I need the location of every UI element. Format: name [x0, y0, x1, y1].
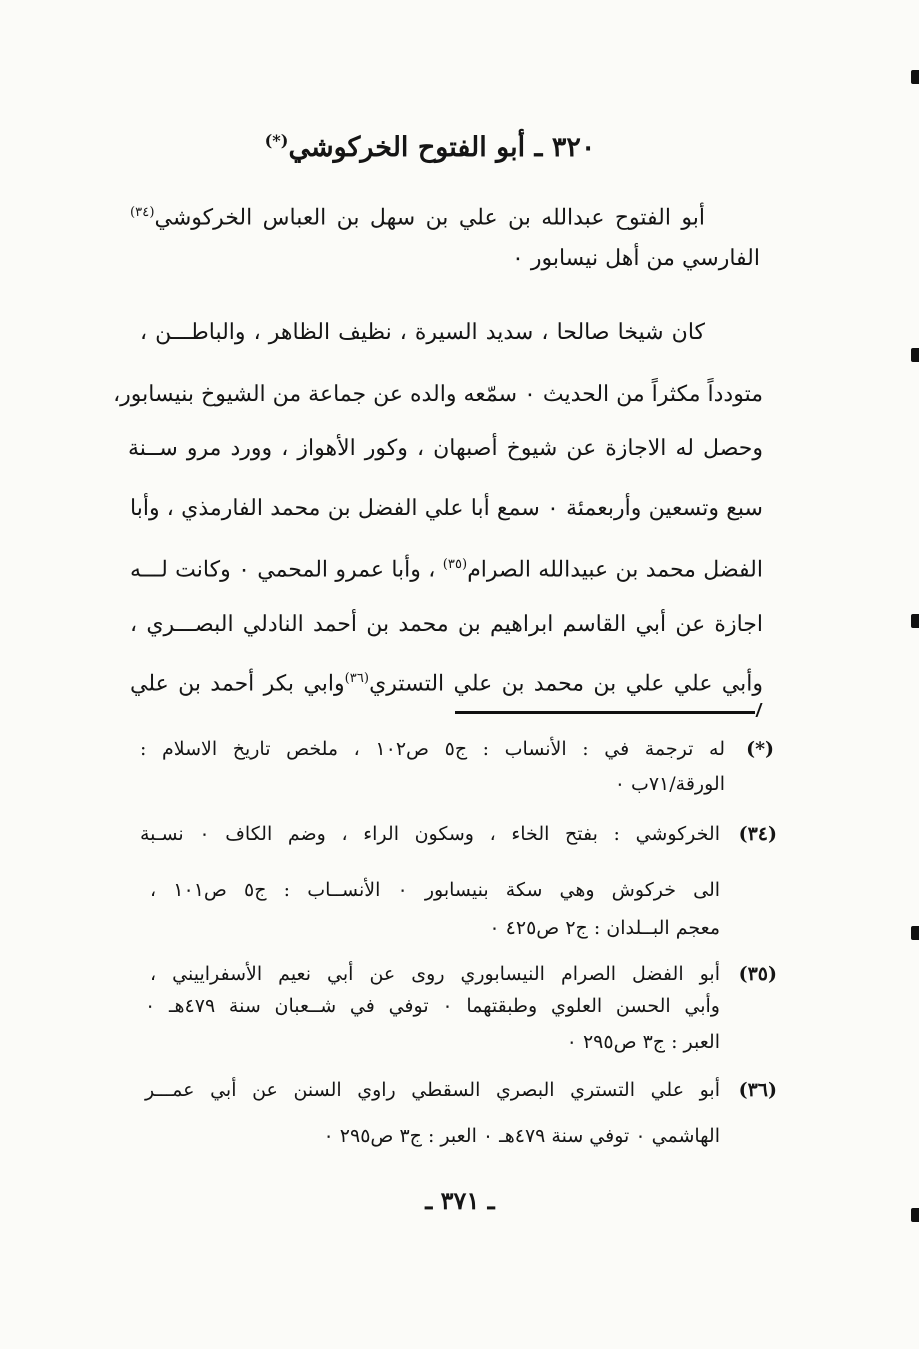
body-line: وأبي علي علي بن محمد بن علي التستري$^{(٣٦)}$وابي بكر أحمد بن علي: [130, 671, 763, 697]
body-line: متودداً مكثراً من الحديث ٠ سمّعه والده عن جماعة من الشيوخ بنيسابور،: [113, 382, 763, 407]
footnote-line: الخركوشي : بفتح الخاء ، وسكون الراء ، وضم الكاف ٠ نسـبة: [140, 823, 720, 845]
footnote-ref-35: (٣٥): [442, 557, 468, 572]
body-line: كان شيخا صالحا ، سديد السيرة ، نظيف الظاهر ، والباطـــن ،: [140, 320, 705, 345]
footnote-line: وأبي الحسن العلوي وطبقتهما ٠ توفي في شــعبان سنة ٤٧٩هـ ٠: [145, 995, 720, 1017]
footnote-line: له ترجمة في : الأنساب : ج٥ ص١٠٢ ، ملخص تاريخ الاسلام :: [140, 738, 725, 760]
entry-title: [200, 128, 660, 168]
entry-name: أبو الفتوح الخركوشي: [288, 132, 526, 163]
scan-edge-mark: [911, 926, 919, 940]
footnote-line: أبو علي التستري البصري السقطي راوي السنن عن أبي عمـــر: [145, 1079, 720, 1101]
scan-edge-mark: [911, 614, 919, 628]
footnote-number: (*): [746, 738, 774, 760]
footnote-separator-tick: [745, 703, 762, 717]
title-note-ref: (*): [264, 131, 289, 150]
footnote-separator: [455, 711, 755, 714]
footnote-number: (٣٦): [738, 1079, 777, 1101]
entry-number: ٣٢٠: [551, 132, 596, 163]
intro-line-2: الفارسي من أهل نيسابور ٠: [512, 246, 760, 271]
scan-edge-mark: [911, 348, 919, 362]
intro-line-1: أبو الفتوح عبدالله بن علي بن سهل بن العباس الخركوشي$^{(٣٤)}$: [130, 205, 705, 231]
footnote-number: (٣٤): [738, 823, 777, 845]
footnote-line: الى خركوش وهي سكة بنيسابور ٠ الأنســاب : ج٥ ص١٠١ ،: [150, 879, 721, 901]
footnote-line: الهاشمي ٠ توفي سنة ٤٧٩هـ ٠ العبر : ج٣ ص٢٩٥ ٠: [323, 1125, 720, 1147]
footnote-ref-34: (٣٤): [130, 205, 155, 220]
page-number: ـ ٣٧١ ـ: [425, 1186, 495, 1215]
footnote-ref-36: (٣٦): [344, 671, 370, 686]
footnote-line: معجم البــلدان : ج٢ ص٤٢٥ ٠: [489, 917, 720, 939]
footnote-line: أبو الفضل الصرام النيسابوري روى عن أبي نعيم الأسفراييني ،: [150, 963, 720, 985]
scan-edge-mark: [911, 1208, 919, 1222]
footnote-number: (٣٥): [738, 963, 777, 985]
title-dash: ـ: [534, 132, 543, 163]
scan-edge-mark: [911, 70, 919, 84]
footnote-line: الورقة/٧١ب ٠: [614, 773, 725, 795]
body-line: اجازة عن أبي القاسم ابراهيم بن محمد بن أحمد النادلي البصـــري ،: [130, 612, 763, 637]
footnote-line: العبر : ج٣ ص٢٩٥ ٠: [566, 1031, 720, 1053]
body-line: الفضل محمد بن عبيدالله الصرام$^{(٣٥)}$ ، وأبا عمرو المحمي ٠ وكانت لـــه: [130, 557, 763, 583]
body-line: سبع وتسعين وأربعمئة ٠ سمع أبا علي الفضل بن محمد الفارمذي ، وأبا: [130, 496, 763, 521]
body-line: وحصل له الاجازة عن شيوخ أصبهان ، وكور الأهواز ، وورد مرو ســنة: [128, 436, 763, 461]
